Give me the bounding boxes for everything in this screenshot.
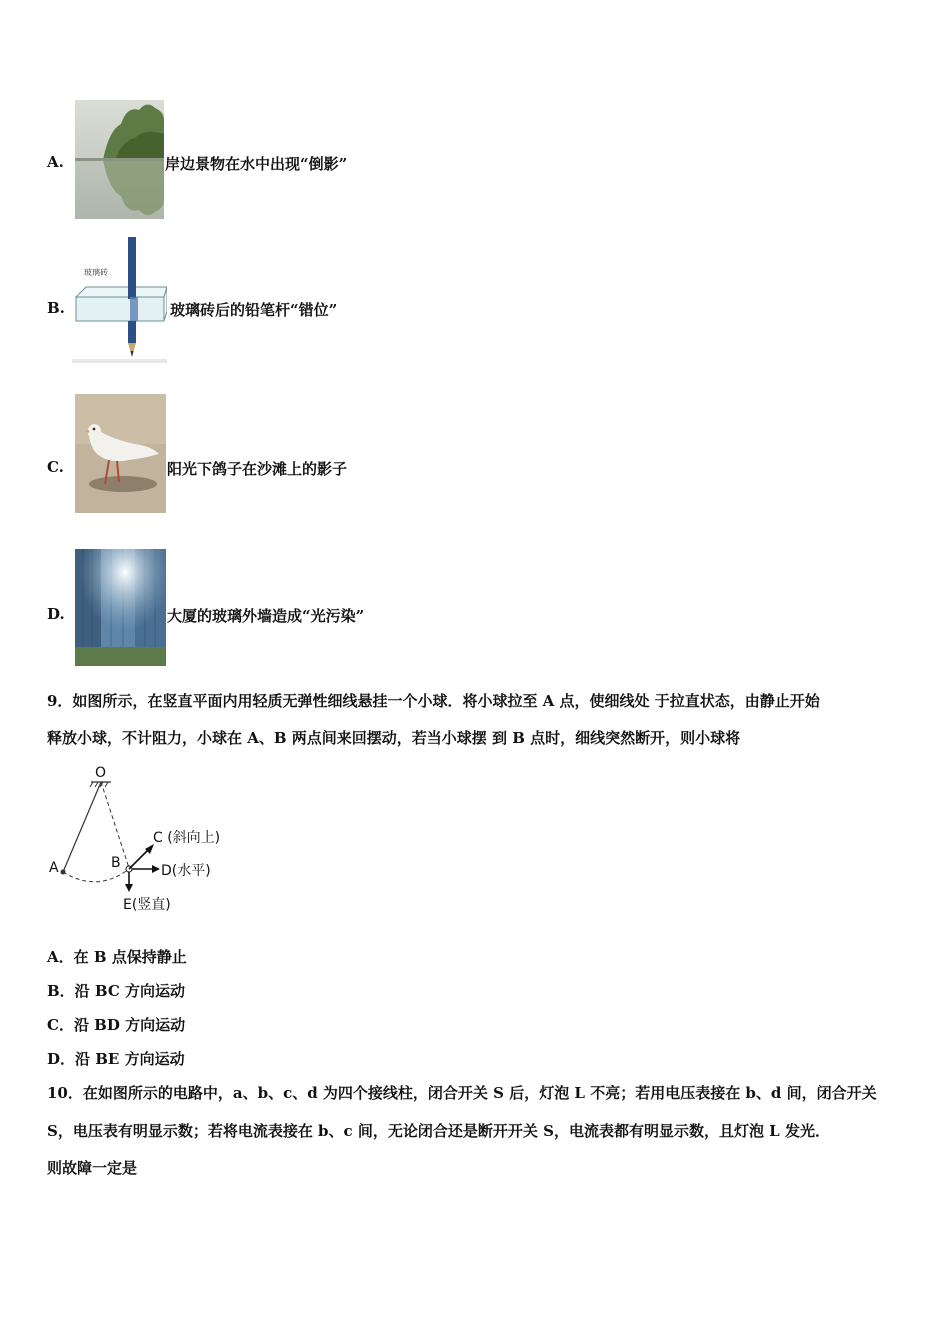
label-B: B: [111, 855, 121, 871]
q9-stem-line1: 9．如图所示，在竖直平面内用轻质无弹性细线悬挂一个小球．将小球拉至 A 点，使细线处 于拉直状态，由静止开始: [47, 692, 820, 710]
label-O: O: [95, 765, 107, 781]
option-d-label: D.: [47, 605, 65, 623]
option-a-label: A.: [47, 153, 64, 171]
option-a-text: 岸边景物在水中出现“倒影”: [165, 155, 348, 173]
q9-choice-c: C．沿 BD 方向运动: [47, 1016, 186, 1034]
label-E: E(竖直): [123, 897, 171, 913]
label-D: D(水平): [161, 863, 211, 879]
option-b-text: 玻璃砖后的铅笔杆“错位”: [170, 301, 338, 319]
pigeon-shadow-image: [75, 394, 166, 513]
pendulum-diagram: [47, 765, 247, 917]
label-C: C (斜向上): [153, 830, 221, 846]
q10-stem-line2: S，电压表有明显示数；若将电流表接在 b、c 间，无论闭合还是断开开关 S，电流表都有明显示数，且灯泡 L 发光．: [47, 1122, 830, 1140]
pencil-glass-brick-image: [72, 235, 167, 363]
option-c-text: 阳光下鸽子在沙滩上的影子: [167, 460, 348, 478]
label-A: A: [49, 860, 59, 876]
glass-building-image: [75, 549, 166, 666]
option-c-label: C.: [47, 458, 64, 476]
q9-choice-d: D．沿 BE 方向运动: [47, 1050, 185, 1068]
q9-stem-line2: 释放小球，不计阻力，小球在 A、B 两点间来回摆动，若当小球摆 到 B 点时，细线突然断开，则小球将: [47, 729, 741, 747]
lake-reflection-image: [75, 100, 164, 219]
q10-stem-line1: 10．在如图所示的电路中，a、b、c、d 为四个接线柱，闭合开关 S 后，灯泡 L 不亮；若用电压表接在 b、d 间，闭合开关: [47, 1084, 877, 1102]
option-d-text: 大厦的玻璃外墙造成“光污染”: [167, 607, 365, 625]
option-b-label: B.: [47, 299, 65, 317]
glass-brick-caption: 玻璃砖: [84, 268, 108, 277]
q9-choice-a: A．在 B 点保持静止: [47, 948, 187, 966]
q10-stem-line3: 则故障一定是: [47, 1159, 138, 1177]
q9-choice-b: B．沿 BC 方向运动: [47, 982, 186, 1000]
